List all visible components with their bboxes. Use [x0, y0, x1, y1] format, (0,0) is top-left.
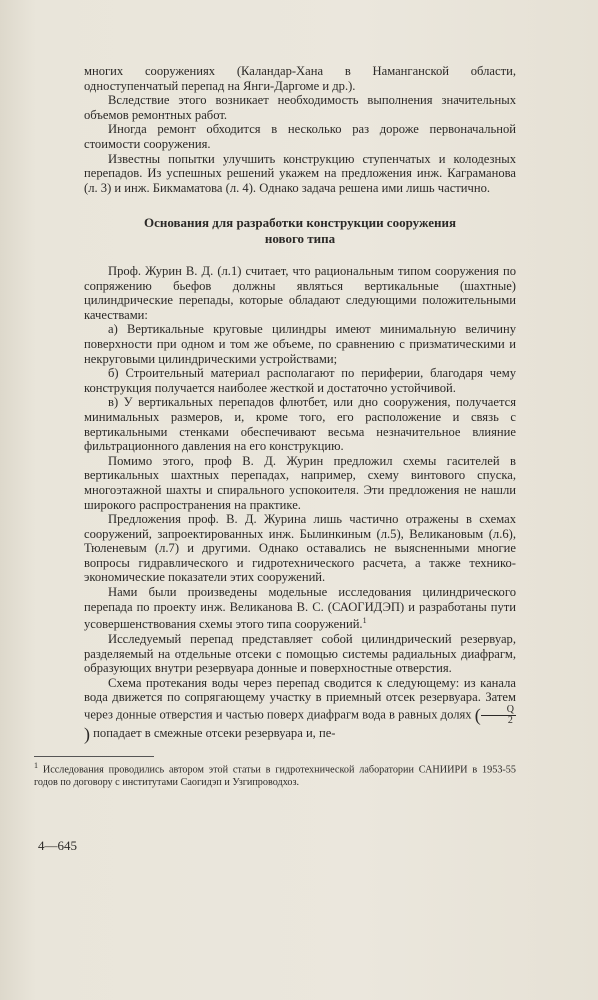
- paren-right: ): [84, 723, 90, 744]
- paragraph-text: Нами были произведены модельные исследования цилиндрического перепада по проекту инж. Великанова В. С. (САОГИДЭП) и разработаны пути усовершенствования схемы этого типа сооружений.: [84, 585, 516, 632]
- list-item: б) Строительный материал располагают по периферии, благодаря чему конструкция получается наиболее жесткой и достаточно устойчивой.: [84, 366, 516, 395]
- paragraph-text: Схема протекания воды через перепад сводится к следующему: из канала вода движется по сопрягающему участку в приемный отсек резервуара. Затем через донные отверстия и частью поверх диафрагм вода в равных долях: [84, 675, 516, 722]
- section-heading: [84, 215, 516, 247]
- footnote-divider: [34, 756, 154, 757]
- heading-line: нового типа: [264, 231, 336, 246]
- footnote-mark: 1: [34, 761, 38, 770]
- paragraph: Вследствие этого возникает необходимость выполнения значительных объемов ремонтных работ.: [84, 93, 516, 122]
- list-item: в) У вертикальных перепадов флютбет, или дно сооружения, получается минимальных размеров, и, кроме того, его расположение и связь с вертикальными стенками обеспечивают весьма незначительное влияние фильтрационного давления на его конструкцию.: [84, 395, 516, 454]
- paragraph: Помимо этого, проф В. Д. Журин предложил схемы гасителей в вертикальных шахтных перепадах, например, схему винтового спуска, многоэтажной шахты и спирального успокоителя. Эти предложения не нашли широкого распространения на практике.: [84, 453, 516, 512]
- fraction-numerator: Q: [481, 705, 516, 716]
- paragraph: Известны попытки улучшить конструкцию ступенчатых и колодезных перепадов. Из успешных решений укажем на предложения инж. Каграманова (л. 3) и инж. Бикмаматова (л. 4). Однако задача решена ими лишь частично.: [84, 151, 516, 195]
- list-item: а) Вертикальные круговые цилиндры имеют минимальную величину поверхности при одном и том же объеме, по сравнению с призматическими и некруговыми цилиндрическими устройствами;: [84, 322, 516, 366]
- fraction-denominator: 2: [507, 715, 513, 726]
- heading-line: Основания для разработки конструкции сооружения: [143, 215, 457, 230]
- top-text-block: [84, 64, 516, 195]
- paragraph: [84, 676, 516, 742]
- footnote-text: Исследования проводились автором этой статьи в гидротехнической лаборатории САНИИРИ в 1953-55 годов по договору с институтами Саогидэп и Узгипроводхоз.: [34, 764, 516, 788]
- paragraph: Исследуемый перепад представляет собой цилиндрический резервуар, разделяемый на отдельные отсеки с помощью системы радиальных диафрагм, образующих внутри резервуара донные и поверхностные отверстия.: [84, 632, 516, 676]
- fraction: [481, 705, 516, 726]
- footnote: [34, 760, 516, 789]
- page-number: 4—645: [38, 838, 77, 853]
- paragraph-text: попадает в смежные отсеки резервуара и, пе-: [93, 726, 336, 740]
- paragraph: [84, 585, 516, 632]
- paren-left: (: [474, 705, 481, 726]
- paragraph: Иногда ремонт обходится в несколько раз дороже первоначальной стоимости сооружения.: [84, 122, 516, 151]
- body-text-block: [84, 264, 516, 744]
- paragraph-continuation: многих сооружениях (Каландар-Хана в Наманганской области, одноступенчатый перепад на Янги-Даргоме и др.).: [84, 64, 516, 93]
- footnote-reference: 1: [362, 616, 367, 626]
- paragraph: Предложения проф. В. Д. Журина лишь частично отражены в схемах сооружений, запроектированных инж. Былинкиным (л.5), Великановым (л.6), Тюленевым (л.7) и другими. Однако оставались не выясненными многие вопросы гидравлического и гидротехнического расчета, а также технико-экономические показатели этих сооружений.: [84, 512, 516, 585]
- paragraph: Проф. Журин В. Д. (л.1) считает, что рациональным типом сооружения по сопряжению бьефов должны являться вертикальные (шахтные) цилиндрические перепады, которые обладают следующими положительными качествами:: [84, 264, 516, 322]
